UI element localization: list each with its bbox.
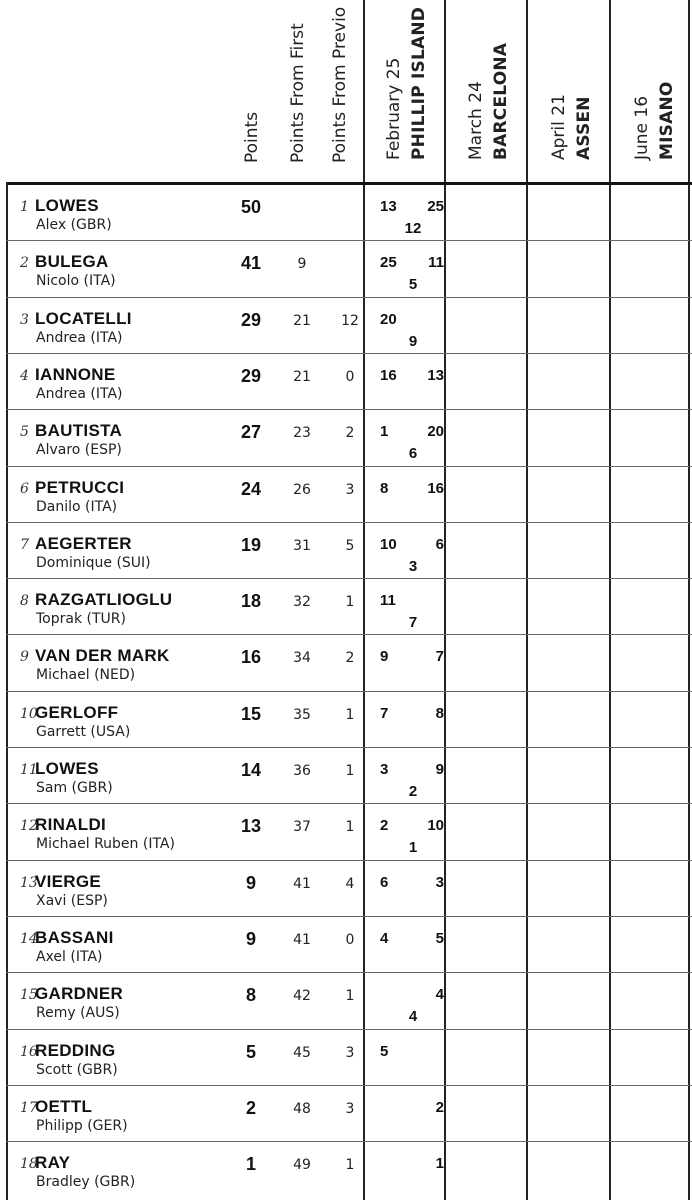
row-divider — [6, 1141, 692, 1142]
row-divider — [6, 1029, 692, 1030]
race-2-points: 25 — [427, 198, 444, 215]
rider-position: 5 — [20, 424, 29, 441]
row-divider — [6, 803, 692, 804]
row-divider — [6, 860, 692, 861]
table-row — [6, 692, 692, 748]
race-1-points: 9 — [380, 648, 389, 666]
row-divider — [6, 1085, 692, 1086]
race-2-points: 4 — [435, 986, 444, 1004]
header-points-from-first: Points From First — [288, 23, 308, 163]
rider-surname: LOCATELLI — [35, 308, 132, 328]
superpole-points: 5 — [408, 276, 418, 294]
rider-points: 14 — [240, 760, 262, 780]
race-2-points: 1 — [435, 1155, 444, 1173]
rider-first-name: Toprak (TUR) — [36, 611, 126, 628]
rider-points: 5 — [245, 1041, 256, 1062]
points-from-first: 21 — [293, 368, 311, 385]
points-from-previous: 1 — [345, 706, 355, 723]
header-points: Points — [242, 111, 262, 163]
rider-surname: VIERGE — [35, 871, 102, 891]
table-row — [6, 917, 692, 973]
rider-points: 9 — [245, 872, 256, 893]
race-2-points: 9 — [435, 761, 444, 778]
table-row — [6, 973, 692, 1029]
rider-first-name: Philipp (GER) — [36, 1117, 128, 1134]
superpole-points: 3 — [408, 557, 418, 575]
rider-first-name: Xavi (ESP) — [36, 892, 108, 909]
rider-position: 11 — [20, 762, 38, 778]
rider-surname: REDDING — [35, 1040, 116, 1060]
race-1-points: 8 — [380, 479, 389, 497]
rider-position: 15 — [20, 987, 38, 1004]
race-2-points: 5 — [435, 929, 444, 947]
points-from-previous: 2 — [345, 650, 355, 667]
race-1-points: 2 — [380, 817, 389, 835]
rider-first-name: Michael (NED) — [36, 667, 136, 684]
superpole-points: 9 — [408, 332, 418, 350]
rider-points: 41 — [240, 253, 262, 274]
rider-position: 14 — [20, 930, 38, 947]
row-divider — [6, 409, 692, 410]
rider-points: 2 — [245, 1097, 256, 1118]
race-1-points: 16 — [380, 366, 397, 384]
rider-surname: IANNONE — [35, 364, 116, 384]
row-divider — [6, 522, 692, 523]
rider-points: 9 — [245, 928, 256, 949]
points-from-previous: 1 — [345, 1157, 355, 1174]
points-from-previous: 3 — [345, 481, 355, 498]
rider-position: 7 — [20, 536, 29, 553]
rider-first-name: Dominique (SUI) — [36, 554, 151, 571]
rider-first-name: Alvaro (ESP) — [36, 442, 122, 459]
rider-first-name: Andrea (ITA) — [36, 329, 123, 346]
rider-first-name: Bradley (GBR) — [36, 1174, 136, 1191]
race-2-points: 16 — [427, 479, 444, 497]
table-row — [6, 354, 692, 410]
points-from-first: 37 — [293, 819, 311, 836]
table-row — [6, 410, 692, 466]
race-2-points: 20 — [427, 423, 444, 441]
round-2-venue: BARCELONA — [491, 42, 511, 160]
row-divider — [6, 297, 692, 298]
points-from-first: 21 — [293, 312, 311, 329]
rider-surname: PETRUCCI — [35, 477, 125, 497]
rider-points: 50 — [240, 197, 262, 217]
rider-surname: GERLOFF — [35, 702, 119, 722]
race-1-points: 4 — [380, 929, 389, 947]
rider-surname: RAY — [35, 1153, 71, 1173]
rider-surname: BASSANI — [35, 927, 114, 947]
superpole-points: 7 — [408, 614, 418, 632]
table-row — [6, 804, 692, 860]
points-from-previous: 0 — [345, 931, 355, 948]
rider-points: 18 — [240, 591, 262, 612]
rider-surname: BAUTISTA — [35, 421, 123, 441]
row-divider — [6, 747, 692, 748]
row-divider — [6, 916, 692, 917]
table-row — [6, 635, 692, 691]
points-from-first: 31 — [293, 537, 311, 554]
round-3-date: April 21 — [549, 94, 569, 160]
rider-surname: RAZGATLIOGLU — [35, 590, 173, 610]
points-from-first: 35 — [293, 706, 311, 723]
superpole-points: 6 — [408, 445, 418, 463]
row-divider — [6, 691, 692, 692]
rider-surname: GARDNER — [35, 984, 124, 1004]
points-from-first: 45 — [293, 1044, 311, 1061]
race-2-points: 3 — [435, 873, 444, 891]
rider-points: 29 — [240, 309, 262, 330]
rider-points: 13 — [240, 816, 262, 837]
rider-first-name: Garrett (USA) — [36, 723, 131, 740]
round-1-date: February 25 — [384, 57, 404, 160]
rider-surname: BULEGA — [35, 252, 109, 272]
rider-points: 1 — [245, 1154, 256, 1175]
points-from-first: 49 — [293, 1157, 311, 1174]
points-from-first: 41 — [293, 875, 311, 892]
points-from-first: 26 — [293, 481, 311, 498]
rider-points: 16 — [240, 647, 262, 668]
superpole-points: 12 — [404, 220, 422, 237]
race-2-points: 2 — [435, 1098, 444, 1116]
rider-surname: LOWES — [35, 196, 99, 215]
round-1-venue: PHILLIP ISLAND — [409, 6, 429, 160]
race-1-points: 6 — [380, 873, 389, 891]
round-3-venue: ASSEN — [574, 96, 594, 160]
points-from-previous: 3 — [345, 1100, 355, 1117]
race-1-points: 25 — [380, 254, 397, 272]
race-1-points: 3 — [380, 761, 389, 778]
rider-points: 29 — [240, 365, 262, 386]
race-2-points: 10 — [427, 817, 444, 835]
rider-points: 24 — [240, 478, 262, 499]
rider-position: 18 — [20, 1156, 38, 1173]
rider-position: 9 — [20, 649, 29, 666]
rider-position: 2 — [20, 255, 29, 272]
row-divider — [6, 353, 692, 354]
rider-first-name: Sam (GBR) — [36, 780, 113, 796]
rider-position: 16 — [20, 1043, 38, 1060]
table-row — [6, 523, 692, 579]
rider-position: 12 — [20, 818, 38, 835]
points-from-first: 42 — [293, 988, 311, 1005]
points-from-previous: 2 — [345, 425, 355, 442]
rider-first-name: Nicolo (ITA) — [36, 273, 116, 290]
points-from-previous: 1 — [345, 819, 355, 836]
row-divider — [6, 578, 692, 579]
points-from-previous: 5 — [345, 537, 355, 554]
rider-first-name: Alex (GBR) — [36, 217, 112, 233]
rider-points: 15 — [240, 703, 262, 724]
rider-first-name: Axel (ITA) — [36, 948, 103, 965]
round-4-venue: MISANO — [657, 81, 677, 160]
rider-position: 3 — [20, 311, 29, 328]
rider-position: 13 — [20, 874, 38, 891]
points-from-previous: 1 — [345, 763, 355, 779]
rider-position: 1 — [20, 199, 29, 215]
points-from-previous: 3 — [345, 1044, 355, 1061]
table-row — [6, 241, 692, 297]
table-row — [6, 298, 692, 354]
race-2-points: 7 — [435, 648, 444, 666]
race-1-points: 10 — [380, 535, 397, 553]
rider-first-name: Michael Ruben (ITA) — [36, 836, 175, 853]
rider-first-name: Remy (AUS) — [36, 1005, 120, 1022]
rider-points: 8 — [245, 985, 256, 1006]
table-row — [6, 185, 692, 241]
table-row — [6, 1030, 692, 1086]
rider-surname: AEGERTER — [35, 533, 132, 553]
rider-points: 27 — [240, 422, 262, 443]
race-2-points: 6 — [435, 535, 444, 553]
points-from-first: 9 — [297, 256, 307, 273]
rider-surname: RINALDI — [35, 815, 107, 835]
race-1-points: 20 — [380, 310, 397, 328]
rider-surname: LOWES — [35, 759, 99, 778]
points-from-previous: 1 — [345, 594, 355, 611]
points-from-first: 41 — [293, 931, 311, 948]
race-1-points: 11 — [380, 592, 396, 610]
race-1-points: 1 — [380, 423, 389, 441]
race-2-points: 13 — [427, 366, 444, 384]
row-divider — [6, 466, 692, 467]
table-row — [6, 1142, 692, 1198]
points-from-previous: 1 — [345, 988, 355, 1005]
row-divider — [6, 634, 692, 635]
points-from-first: 48 — [293, 1100, 311, 1117]
rider-first-name: Scott (GBR) — [36, 1061, 118, 1078]
header-points-from-previous: Points From Previo — [330, 6, 350, 163]
race-1-points: 7 — [380, 704, 389, 722]
rider-surname: OETTL — [35, 1096, 93, 1116]
race-2-points: 8 — [435, 704, 444, 722]
superpole-points: 4 — [408, 1008, 418, 1026]
race-1-points: 5 — [380, 1042, 389, 1060]
rider-points: 19 — [240, 534, 262, 555]
points-from-first: 32 — [293, 594, 311, 611]
points-from-previous: 4 — [345, 875, 355, 892]
rider-position: 6 — [20, 480, 29, 497]
table-row — [6, 1086, 692, 1142]
rider-first-name: Danilo (ITA) — [36, 498, 118, 515]
table-row — [6, 579, 692, 635]
points-from-previous: 0 — [345, 368, 355, 385]
points-from-previous: 12 — [341, 312, 359, 329]
points-from-first: 34 — [293, 650, 311, 667]
rider-position: 4 — [20, 367, 29, 384]
round-2-date: March 24 — [466, 81, 486, 160]
rider-first-name: Andrea (ITA) — [36, 385, 123, 402]
race-1-points: 13 — [380, 198, 397, 215]
rider-position: 17 — [20, 1099, 38, 1116]
points-from-first: 36 — [293, 763, 311, 779]
points-from-first: 23 — [293, 425, 311, 442]
superpole-points: 1 — [408, 839, 418, 857]
rider-position: 10 — [20, 705, 38, 722]
table-row — [6, 748, 692, 804]
rider-surname: VAN DER MARK — [35, 646, 170, 666]
row-divider — [6, 972, 692, 973]
rider-position: 8 — [20, 593, 29, 610]
superpole-points: 2 — [408, 783, 418, 800]
table-row — [6, 467, 692, 523]
round-4-date: June 16 — [632, 95, 652, 160]
race-2-points: 11 — [428, 254, 444, 272]
table-row — [6, 861, 692, 917]
row-divider — [6, 240, 692, 241]
